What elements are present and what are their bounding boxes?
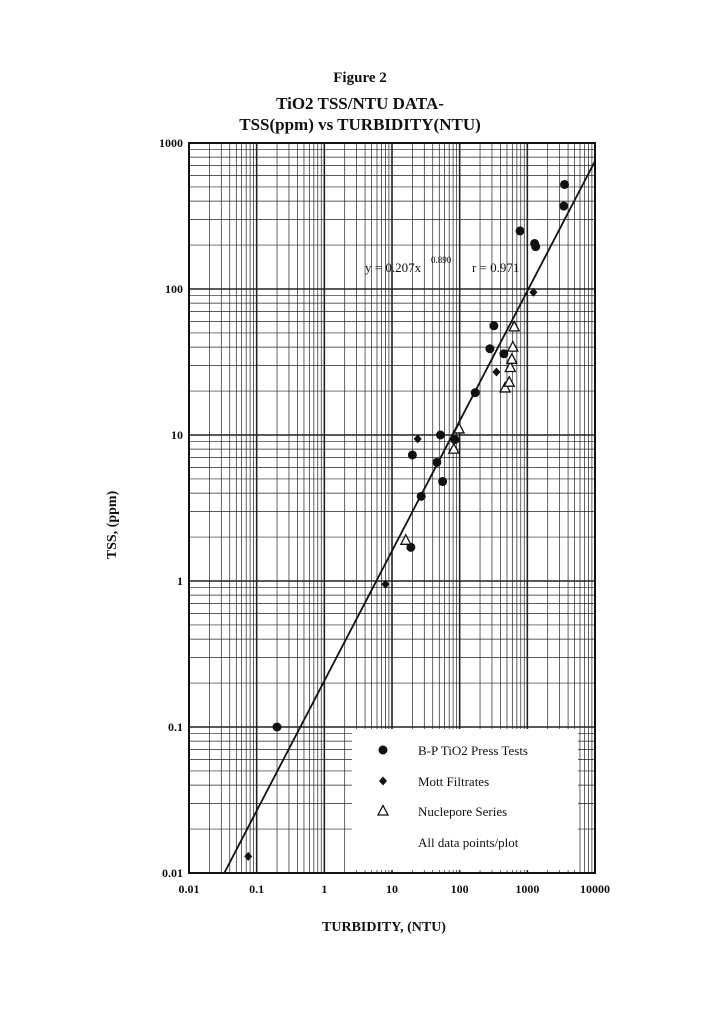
data-point-circle xyxy=(436,431,445,440)
data-point-circle xyxy=(417,492,426,501)
x-tick-label: 1000 xyxy=(515,882,540,896)
data-point-circle xyxy=(499,349,508,358)
data-point-triangle xyxy=(504,377,514,387)
x-tick-label: 0.1 xyxy=(249,882,265,896)
data-point-triangle xyxy=(401,535,411,545)
data-point-circle xyxy=(516,226,525,235)
y-tick-label: 1 xyxy=(177,574,183,588)
chart-title-line1: TiO2 TSS/NTU DATA- xyxy=(276,94,444,113)
data-point-diamond xyxy=(244,852,252,861)
data-point-triangle xyxy=(449,444,459,454)
data-point-triangle xyxy=(508,342,518,352)
data-point-circle xyxy=(432,458,441,467)
legend-marker-circle xyxy=(379,746,388,755)
data-point-circle xyxy=(485,344,494,353)
data-point-circle xyxy=(489,321,498,330)
fit-exponent: 0.890 xyxy=(431,255,452,265)
figure-label: Figure 2 xyxy=(333,70,387,86)
y-tick-label: 1000 xyxy=(159,136,183,150)
legend-label-bp: B-P TiO2 Press Tests xyxy=(418,743,528,758)
x-tick-label: 0.01 xyxy=(178,882,200,896)
data-point-circle xyxy=(273,723,282,732)
y-tick-label: 10 xyxy=(171,428,183,442)
data-point-triangle xyxy=(507,354,517,364)
data-point-circle xyxy=(531,242,540,251)
legend-label-nuclepore: Nuclepore Series xyxy=(418,804,508,819)
fit-equation: y = 0.207x xyxy=(365,260,422,275)
y-tick-label: 0.01 xyxy=(162,866,183,880)
y-tick-label: 0.1 xyxy=(168,720,183,734)
x-tick-label: 100 xyxy=(450,882,469,896)
legend-label-mott: Mott Filtrates xyxy=(418,774,490,789)
x-tick-label: 10000 xyxy=(580,882,610,896)
data-point-circle xyxy=(438,477,447,486)
data-point-circle xyxy=(450,435,459,444)
x-tick-label: 10 xyxy=(386,882,398,896)
y-axis-title: TSS, (ppm) xyxy=(105,490,120,560)
data-point-circle xyxy=(408,450,417,459)
x-axis-title: TURBIDITY, (NTU) xyxy=(322,920,446,935)
x-tick-label: 1 xyxy=(321,882,328,896)
legend xyxy=(352,729,578,870)
data-point-diamond xyxy=(492,368,500,377)
data-point-circle xyxy=(471,388,480,397)
chart-title-line2: TSS(ppm) vs TURBIDITY(NTU) xyxy=(239,115,481,134)
fit-r-value: r = 0.971 xyxy=(472,260,520,275)
data-point-circle xyxy=(559,202,568,211)
data-point-circle xyxy=(560,180,569,189)
legend-note: All data points/plot xyxy=(418,835,519,850)
y-tick-label: 100 xyxy=(165,282,183,296)
